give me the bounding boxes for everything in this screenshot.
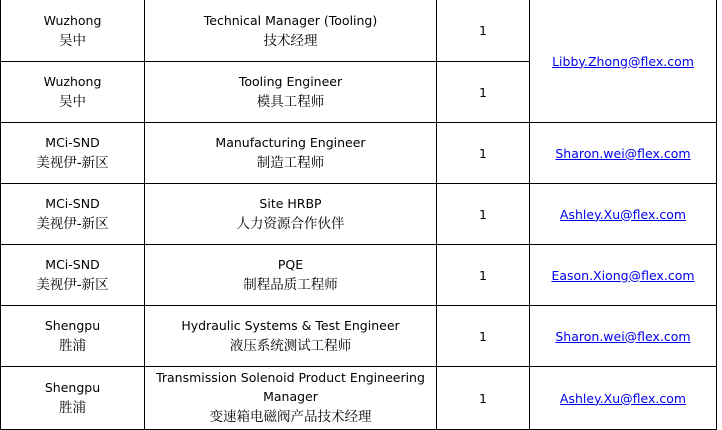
site-name-cn: 美视伊-新区	[36, 155, 109, 171]
position-title-cn: 变速箱电磁阀产品技术经理	[209, 409, 372, 425]
position-title-en: Hydraulic Systems & Test Engineer	[181, 318, 400, 333]
position-cell	[145, 123, 437, 184]
contact-email-cell	[530, 367, 717, 430]
site-name-cn: 胜浦	[59, 338, 86, 354]
position-cell	[145, 306, 437, 367]
position-title-cn: 人力资源合作伙伴	[236, 216, 345, 232]
position-title-en: Site HRBP	[259, 196, 322, 211]
site-name-cn: 吴中	[59, 94, 86, 110]
table-row	[1, 245, 717, 306]
headcount: 1	[479, 390, 487, 406]
site-cell	[1, 306, 145, 367]
site-name-en: Shengpu	[44, 379, 101, 395]
table-row	[1, 0, 717, 62]
site-name-cn: 美视伊-新区	[36, 216, 109, 232]
site-name-cn: 吴中	[59, 32, 86, 49]
site-name-cn: 胜浦	[59, 399, 86, 416]
headcount: 1	[479, 206, 487, 222]
site-cell	[1, 123, 145, 184]
contact-email-link[interactable]: Sharon.wei@flex.com	[555, 145, 691, 161]
position-title-en: Manufacturing Engineer	[215, 135, 366, 150]
site-name-en: Shengpu	[44, 318, 101, 333]
table-row	[1, 123, 717, 184]
contact-email-link[interactable]: Ashley.Xu@flex.com	[559, 390, 687, 406]
contact-email-cell	[530, 0, 717, 123]
position-title-en: Tooling Engineer	[238, 74, 343, 89]
headcount: 1	[479, 145, 487, 161]
position-title-en: Technical Manager (Tooling)	[203, 12, 378, 28]
contact-email-link[interactable]: Sharon.wei@flex.com	[555, 328, 691, 344]
position-title-en-line2: Manager	[263, 389, 318, 404]
position-cell	[145, 245, 437, 306]
site-name-en: Wuzhong	[43, 74, 102, 89]
position-title-en: PQE	[277, 257, 304, 272]
position-title-cn: 模具工程师	[256, 94, 325, 110]
contact-email-link[interactable]: Eason.Xiong@flex.com	[551, 267, 695, 283]
position-title-cn: 技术经理	[263, 32, 318, 49]
contact-email-cell	[530, 184, 717, 245]
position-cell	[145, 0, 437, 62]
site-name-cn: 美视伊-新区	[36, 277, 109, 293]
site-name-en: MCi-SND	[45, 135, 100, 150]
contact-email-link[interactable]: Ashley.Xu@flex.com	[559, 206, 687, 222]
site-name-en: MCi-SND	[45, 257, 100, 272]
contact-email-cell	[530, 306, 717, 367]
contact-email-cell	[530, 245, 717, 306]
position-title-cn: 制造工程师	[256, 155, 325, 171]
contact-email-cell	[530, 123, 717, 184]
headcount-cell	[437, 306, 530, 367]
table-row	[1, 367, 717, 430]
headcount-cell	[437, 184, 530, 245]
site-name-en: Wuzhong	[43, 12, 102, 28]
position-cell	[145, 62, 437, 123]
position-cell	[145, 184, 437, 245]
table-row	[1, 306, 717, 367]
site-cell	[1, 62, 145, 123]
headcount: 1	[479, 23, 487, 38]
headcount: 1	[479, 328, 487, 344]
position-cell	[145, 367, 437, 430]
site-cell	[1, 184, 145, 245]
position-title-cn: 制程品质工程师	[243, 277, 338, 293]
headcount: 1	[479, 267, 487, 283]
position-title-cn: 液压系统测试工程师	[229, 338, 352, 354]
headcount-cell	[437, 245, 530, 306]
headcount: 1	[479, 84, 487, 100]
headcount-cell	[437, 62, 530, 123]
site-cell	[1, 0, 145, 62]
contact-email-link[interactable]: Libby.Zhong@flex.com	[552, 53, 694, 69]
site-cell	[1, 367, 145, 430]
headcount-cell	[437, 0, 530, 62]
table-row	[1, 184, 717, 245]
position-title-en-line1: Transmission Solenoid Product Engineering	[156, 370, 425, 385]
headcount-cell	[437, 123, 530, 184]
site-cell	[1, 245, 145, 306]
headcount-cell	[437, 367, 530, 430]
site-name-en: MCi-SND	[45, 196, 100, 211]
